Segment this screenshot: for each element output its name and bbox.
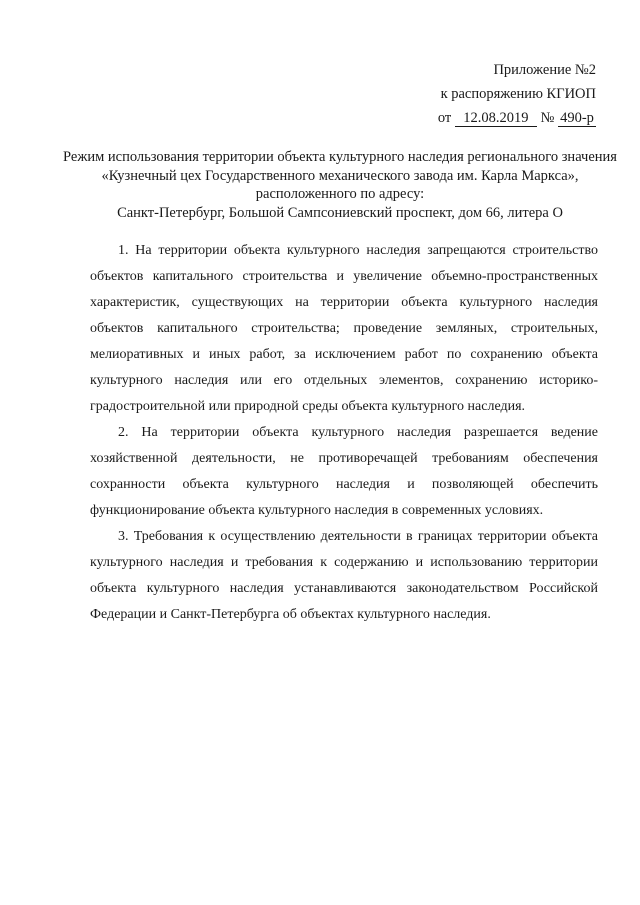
appendix-header (438, 58, 596, 130)
document-title (60, 148, 620, 222)
title-line-2: «Кузнечный цех Государственного механического завода им. Карла Маркса», (101, 167, 579, 184)
order-date: 12.08.2019 (455, 110, 537, 127)
order-number: 490-р (558, 110, 596, 127)
number-prefix: № (540, 110, 555, 126)
paragraph-3: 3. Требования к осуществлению деятельности в границах территории объекта культурного наследия и требования к содержанию и использованию территории объекта культурного наследия устанавливаются законодательством Российской Федерации и Санкт-Петербурга об объектах культурного наследия. (90, 529, 598, 622)
title-line-3: расположенного по адресу: (255, 186, 425, 202)
title-line-1: Режим использования территории объекта культурного наследия регионального значения (63, 149, 617, 165)
order-date-number-line (438, 106, 596, 130)
paragraph-1: 1. На территории объекта культурного наследия запрещаются строительство объектов капитального строительства и увеличение объемно-пространственных характеристик, существующих на территории объекта культурного наследия объектов капитального строительства; проведение земляных, строительных, мелиоративных и иных работ, за исключением работ по сохранению объекта культурного наследия или его отдельных элементов, сохранению историко-градостроительной или природной среды объекта культурного наследия. (90, 243, 598, 414)
document-body (90, 238, 598, 628)
appendix-label: Приложение №2 (493, 62, 596, 78)
paragraph-2: 2. На территории объекта культурного наследия разрешается ведение хозяйственной деятельности, не противоречащей требованиям обеспечения сохранности объекта культурного наследия и позволяющей обеспечить функционирование объекта культурного наследия в современных условиях. (90, 425, 598, 518)
date-prefix: от (437, 110, 452, 126)
order-reference: к распоряжению КГИОП (440, 86, 596, 102)
title-line-4: Санкт-Петербург, Большой Сампсониевский проспект, дом 66, литера О (117, 204, 563, 221)
